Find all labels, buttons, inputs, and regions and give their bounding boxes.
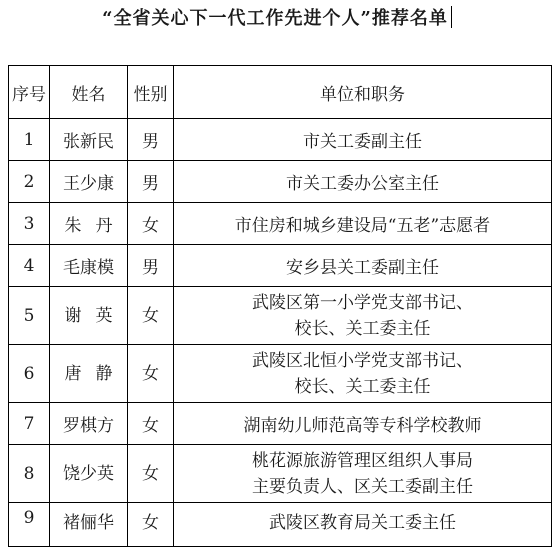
header-sex: 性别: [128, 66, 174, 119]
cell-unit: [174, 445, 552, 503]
cell-unit: [174, 345, 552, 403]
unit-line: 安乡县关工委副主任: [286, 258, 439, 278]
cell-name: 唐静: [50, 345, 128, 403]
cell-sex: 男: [128, 161, 174, 203]
table-row: [9, 345, 552, 403]
unit-line: 武陵区第一小学党支部书记、: [252, 292, 473, 313]
unit-line: 主要负责人、区关工委副主任: [252, 476, 473, 497]
cell-unit: [174, 403, 552, 445]
header-name: 姓名: [50, 66, 128, 119]
cell-name: 张新民: [50, 119, 128, 161]
cell-name: 饶少英: [50, 445, 128, 503]
unit-line: 武陵区教育局关工委主任: [269, 513, 456, 533]
unit-line: 市住房和城乡建设局“五老”志愿者: [234, 216, 491, 236]
table-row: [9, 287, 552, 345]
cell-name: 褚俪华: [50, 503, 128, 547]
table-row: [9, 403, 552, 445]
cell-unit: [174, 119, 552, 161]
cell-sex: 男: [128, 119, 174, 161]
recommendation-table: [8, 65, 552, 547]
cell-name: 王少康: [50, 161, 128, 203]
cell-sex: 女: [128, 287, 174, 345]
cell-name: 罗棋方: [50, 403, 128, 445]
cell-no: 8: [9, 445, 50, 503]
cell-no: 6: [9, 345, 50, 403]
cell-sex: 女: [128, 345, 174, 403]
cell-sex: 女: [128, 203, 174, 245]
unit-line: 武陵区北恒小学党支部书记、: [252, 350, 473, 371]
document-title: [0, 4, 554, 34]
cell-sex: 男: [128, 245, 174, 287]
cell-no: 2: [9, 161, 50, 203]
cell-unit: [174, 203, 552, 245]
unit-line: 市关工委办公室主任: [286, 174, 439, 194]
table-row: [9, 445, 552, 503]
table-row: [9, 503, 552, 547]
cell-no: 4: [9, 245, 50, 287]
unit-line: 市关工委副主任: [303, 132, 422, 152]
cell-sex: 女: [128, 445, 174, 503]
cell-no: 3: [9, 203, 50, 245]
cell-name: 朱丹: [50, 203, 128, 245]
header-unit: 单位和职务: [174, 66, 552, 119]
text-cursor: [451, 6, 452, 28]
unit-line: 湖南幼儿师范高等专科学校教师: [243, 416, 482, 436]
document-title-text: “全省关心下一代工作先进个人”推荐名单: [102, 8, 448, 29]
cell-no: 5: [9, 287, 50, 345]
table-row: [9, 161, 552, 203]
unit-line: 桃花源旅游管理区组织人事局: [252, 450, 473, 471]
cell-unit: [174, 287, 552, 345]
cell-unit: [174, 503, 552, 547]
cell-name: 谢英: [50, 287, 128, 345]
cell-unit: [174, 245, 552, 287]
table-row: [9, 245, 552, 287]
cell-no: 1: [9, 119, 50, 161]
unit-line: 校长、关工委主任: [294, 376, 431, 397]
header-no: 序号: [9, 66, 50, 119]
table-header-row: [9, 66, 552, 119]
table-row: [9, 203, 552, 245]
cell-sex: 女: [128, 403, 174, 445]
unit-line: 校长、关工委主任: [294, 318, 431, 339]
table-row: [9, 119, 552, 161]
cell-sex: 女: [128, 503, 174, 547]
cell-no: 9: [9, 503, 50, 547]
cell-no: 7: [9, 403, 50, 445]
cell-name: 毛康模: [50, 245, 128, 287]
cell-unit: [174, 161, 552, 203]
